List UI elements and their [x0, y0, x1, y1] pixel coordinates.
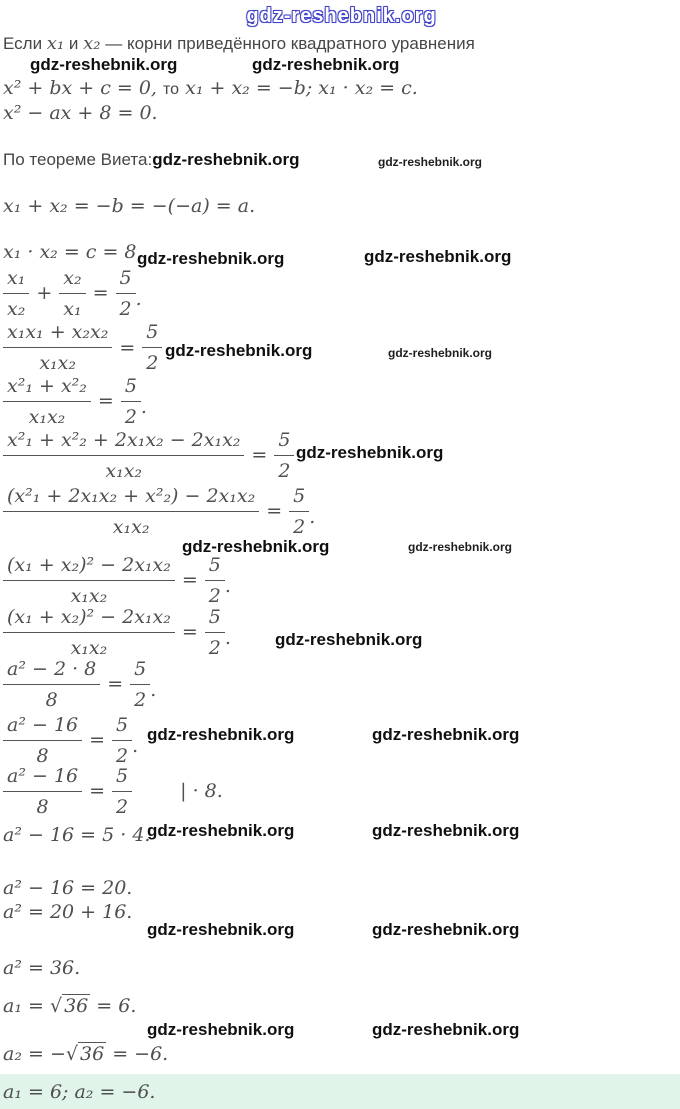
formula: x₁ · x₂ = c = 8. — [3, 241, 143, 263]
site-watermark: gdz-reshebnik.org — [372, 1020, 520, 1039]
fraction: $\frac{5}{2}$ — [116, 266, 136, 321]
conjunction-text: то — [163, 81, 180, 98]
formula: a² − 16 = 20. — [3, 877, 133, 899]
formula-row — [0, 765, 680, 817]
site-watermark: gdz-reshebnik.org — [147, 821, 295, 840]
site-watermark: gdz-reshebnik.org — [372, 821, 520, 840]
answer-row — [0, 1074, 680, 1109]
formula: a² − 16 = 5 · 4. — [3, 824, 151, 846]
math-x2: x₂ — [83, 33, 101, 54]
site-watermark: gdz-reshebnik.org — [246, 5, 437, 27]
formula-row — [0, 823, 680, 849]
fraction: $\frac{\text{x²₁ + x²₂ + 2x₁x₂ − 2x₁x₂}}{\text{x₁x₂}}$ — [3, 428, 244, 483]
formula-row — [0, 876, 680, 900]
formula: x² + bx + c = 0, — [3, 77, 157, 99]
site-watermark: gdz-reshebnik.org — [252, 55, 400, 74]
site-watermark: gdz-reshebnik.org — [372, 725, 520, 744]
equals-sign: = — [251, 444, 268, 466]
period: . — [140, 396, 147, 418]
plus-operator: + — [36, 282, 53, 304]
formula: x² − ax + 8 = 0. — [3, 102, 158, 124]
vieta-label-row — [0, 150, 680, 174]
fraction: $\frac{5}{2}$ — [274, 428, 294, 483]
intro-text: Если — [3, 34, 47, 53]
formula-row — [0, 101, 680, 128]
period: . — [309, 506, 316, 528]
equals-sign: = — [89, 729, 106, 751]
formula-row — [0, 956, 680, 980]
equals-sign: = — [181, 569, 198, 591]
fraction: $\frac{5}{2}$ — [130, 657, 150, 712]
formula-row — [0, 605, 680, 659]
formula-row — [0, 715, 680, 765]
fraction: $\frac{5}{2}$ — [112, 713, 132, 768]
site-watermark: gdz-reshebnik.org — [182, 537, 330, 556]
formula-row — [0, 1042, 680, 1068]
formula: a² = 36. — [3, 957, 81, 979]
site-watermark: gdz-reshebnik.org — [147, 725, 295, 744]
intro-text: — корни приведённого квадратного уравнения — [100, 34, 475, 53]
site-watermark: gdz-reshebnik.org — [296, 443, 444, 462]
vieta-label: По теореме Виета: — [3, 150, 153, 169]
fraction: $\frac{\text{a² − 2 · 8}}{8}$ — [3, 657, 100, 712]
fraction: $\frac{\text{(x₁ + x₂)² − 2x₁x₂}}{\text{x₁x₂}}$ — [3, 605, 175, 660]
equals-sign: = — [266, 500, 283, 522]
fraction: $\frac{5}{2}$ — [112, 764, 132, 819]
site-watermark: gdz-reshebnik.org — [408, 540, 513, 554]
fraction: $\frac{5}{2}$ — [142, 320, 162, 375]
formula: a₁ = — [3, 995, 50, 1017]
site-watermark: gdz-reshebnik.org — [372, 920, 520, 939]
equals-sign: = — [92, 282, 109, 304]
radicand: 36 — [79, 1043, 105, 1065]
formula-row — [0, 320, 680, 375]
formula-row — [0, 427, 680, 483]
site-watermark: gdz-reshebnik.org — [378, 155, 483, 169]
fraction: $\frac{5}{2}$ — [289, 484, 309, 539]
formula: x₁ + x₂ = −b; x₁ · x₂ = c. — [185, 77, 418, 99]
period: . — [150, 679, 157, 701]
site-watermark: gdz-reshebnik.org — [30, 55, 178, 74]
fraction: $\frac{5}{2}$ — [205, 605, 225, 660]
equals-sign: = — [181, 621, 198, 643]
intro-text: и — [64, 34, 84, 53]
formula-row — [0, 659, 680, 709]
formula-row — [0, 194, 680, 218]
formula-row — [0, 483, 680, 539]
fraction: $\frac{\text{x₁}}{\text{x₂}}$ — [3, 266, 29, 321]
radical-sign: √ — [65, 1043, 78, 1065]
formula: = −6. — [106, 1043, 169, 1065]
multiply-both-sides-note: | · 8. — [180, 780, 223, 802]
fraction: $\frac{\text{(x²₁ + 2x₁x₂ + x²₂) − 2x₁x₂}}{\text{x₁x₂}}$ — [3, 484, 259, 539]
period: . — [224, 575, 231, 597]
fraction: $\frac{\text{a² − 16}}{8}$ — [3, 713, 82, 768]
fraction: $\frac{\text{(x₁ + x₂)² − 2x₁x₂}}{\text{x₁x₂}}$ — [3, 553, 175, 608]
site-watermark: gdz-reshebnik.org — [364, 247, 512, 266]
site-watermark: gdz-reshebnik.org — [275, 630, 423, 649]
formula: a² = 20 + 16. — [3, 901, 133, 923]
formula: = 6. — [90, 995, 137, 1017]
period: . — [224, 627, 231, 649]
intro-sentence — [0, 33, 680, 55]
site-watermark: gdz-reshebnik.org — [147, 920, 295, 939]
fraction: $\frac{\text{x₁x₁ + x₂x₂}}{\text{x₁x₂}}$ — [3, 320, 112, 375]
fraction: $\frac{\text{a² − 16}}{8}$ — [3, 764, 82, 819]
formula-row — [0, 994, 680, 1042]
site-watermark: gdz-reshebnik.org — [152, 150, 300, 169]
period: . — [135, 288, 142, 310]
equals-sign: = — [89, 780, 106, 802]
formula: a₂ = − — [3, 1043, 66, 1065]
formula-row — [0, 76, 680, 101]
fraction: $\frac{5}{2}$ — [205, 553, 225, 608]
site-watermark: gdz-reshebnik.org — [137, 249, 285, 268]
fraction: $\frac{\text{x₂}}{\text{x₁}}$ — [59, 266, 85, 321]
equals-sign: = — [107, 673, 124, 695]
site-watermark: gdz-reshebnik.org — [165, 341, 313, 360]
formula-row — [0, 266, 680, 320]
math-x1: x₁ — [46, 33, 65, 54]
equals-sign: = — [97, 390, 114, 412]
fraction: $\frac{\text{x²₁ + x²₂}}{\text{x₁x₂}}$ — [3, 374, 91, 429]
formula-row — [0, 555, 680, 605]
final-answer: a₁ = 6; a₂ = −6. — [3, 1081, 156, 1103]
period: . — [132, 735, 139, 757]
radicand: 36 — [64, 995, 89, 1017]
formula: x₁ + x₂ = −b = −(−a) = a. — [3, 195, 256, 217]
site-watermark: gdz-reshebnik.org — [147, 1020, 295, 1039]
fraction: $\frac{5}{2}$ — [121, 374, 141, 429]
watermark-row — [0, 55, 680, 76]
radical-sign: √ — [49, 995, 63, 1017]
formula-row — [0, 900, 680, 942]
formula-row — [0, 240, 680, 266]
site-watermark: gdz-reshebnik.org — [388, 346, 493, 360]
equals-sign: = — [119, 336, 136, 359]
header-watermark-row — [0, 0, 680, 30]
formula-row — [0, 375, 680, 427]
